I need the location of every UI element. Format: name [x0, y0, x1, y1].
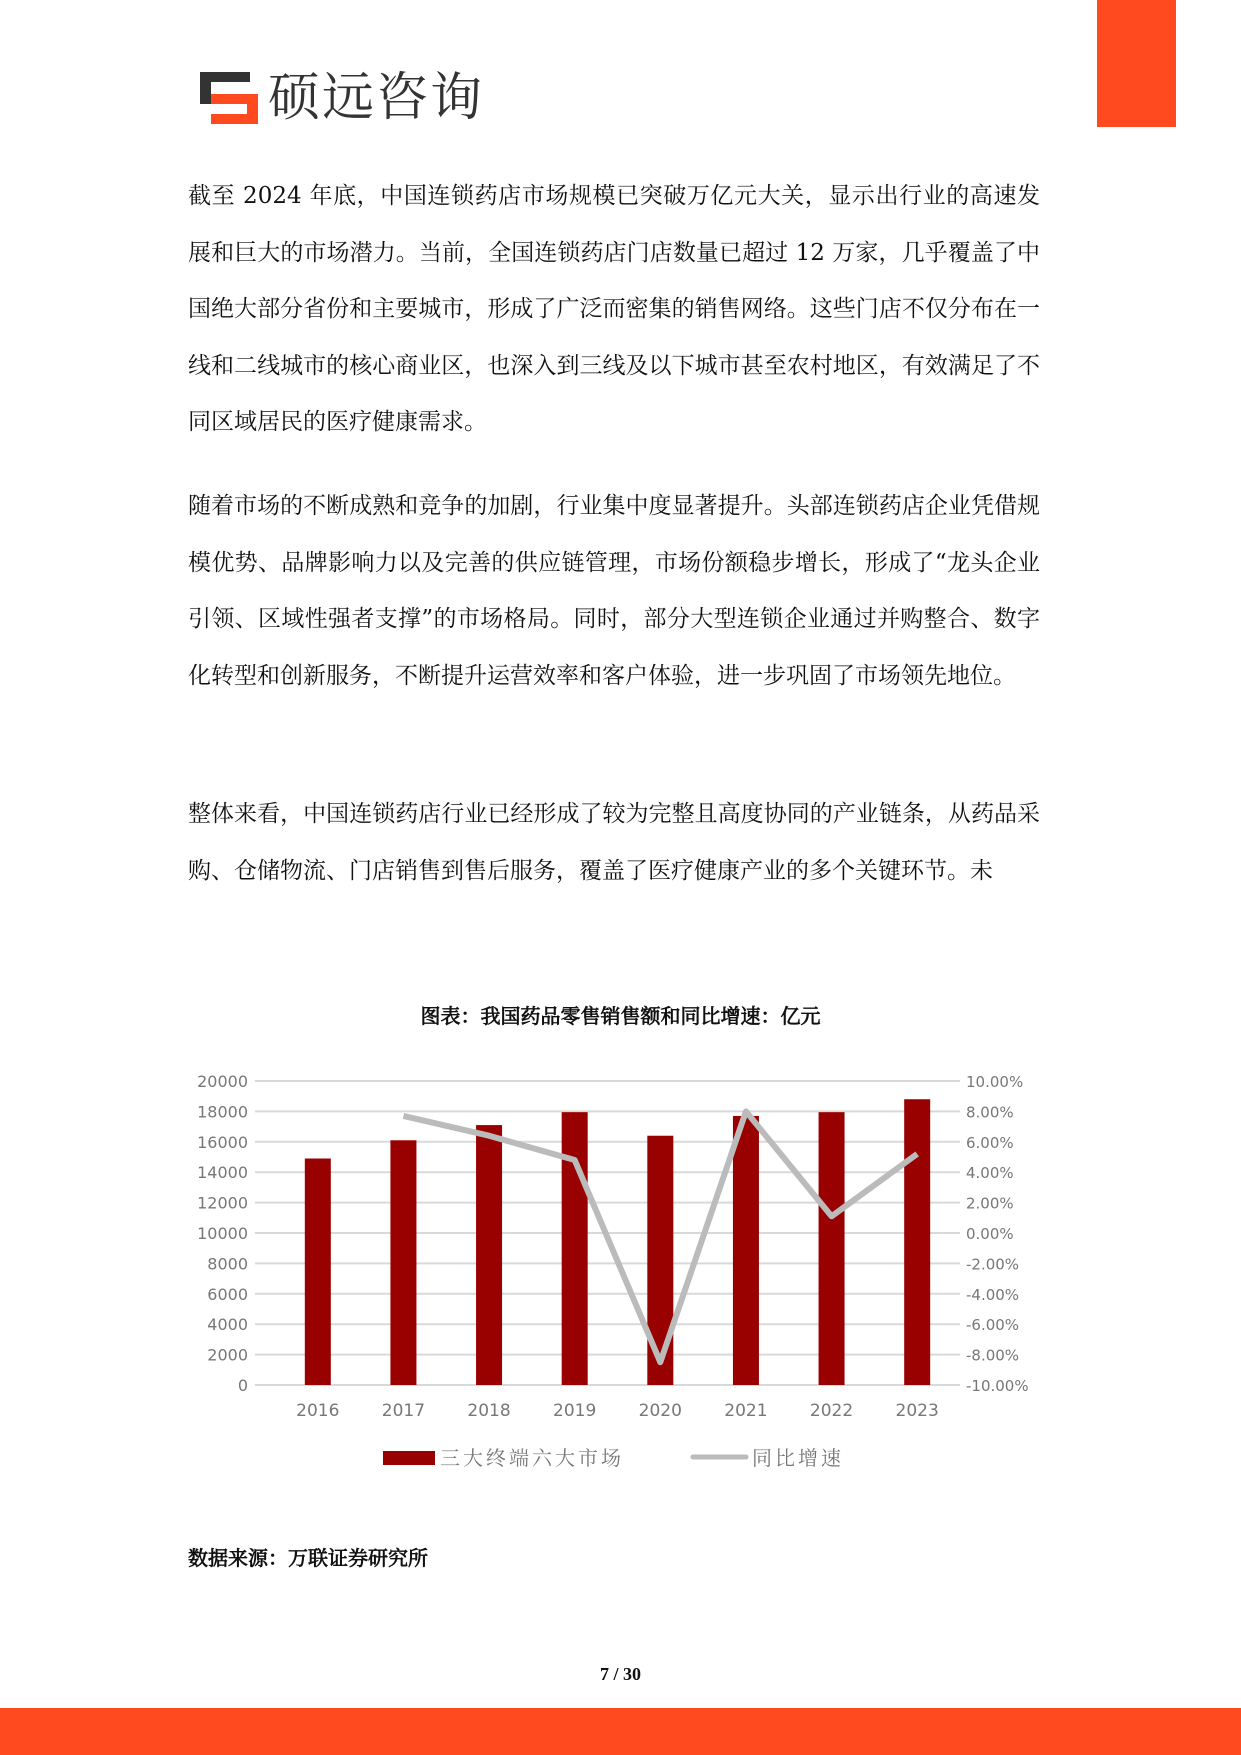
legend-label: 三大终端六大市场: [440, 1446, 624, 1470]
right-axis-tick: 10.00%: [966, 1073, 1024, 1091]
left-axis-tick: 14000: [197, 1163, 248, 1183]
right-axis-tick: -4.00%: [966, 1285, 1020, 1304]
bar: [819, 1112, 845, 1385]
left-axis-tick: 16000: [197, 1132, 248, 1152]
left-axis-tick: 12000: [197, 1193, 248, 1213]
bar: [904, 1099, 930, 1385]
x-axis-tick: 2022: [809, 1401, 854, 1421]
chart-legend: [383, 1446, 844, 1470]
left-axis-tick: 18000: [197, 1102, 248, 1122]
left-axis-tick: 6000: [207, 1284, 248, 1304]
data-source: 数据来源：万联证券研究所: [188, 1546, 428, 1570]
paragraph-3: 整体来看，中国连锁药店行业已经形成了较为完整且高度协同的产业链条，从药品采购、仓储物流、门店销售到售后服务，覆盖了医疗健康产业的多个关键环节。未: [188, 801, 1040, 884]
corner-accent-block: [1097, 0, 1176, 127]
left-axis-tick: 10000: [197, 1224, 248, 1243]
bar: [390, 1140, 416, 1385]
right-axis-tick: 8.00%: [966, 1103, 1014, 1122]
legend-bar-swatch-icon: [383, 1451, 435, 1465]
bar: [305, 1159, 331, 1385]
x-axis-tick: 2023: [895, 1401, 939, 1421]
right-axis-tick: -10.00%: [966, 1377, 1029, 1395]
logo: [200, 68, 484, 128]
left-axis-tick: 0: [237, 1376, 248, 1395]
bar: [562, 1112, 588, 1385]
chart-title: 图表：我国药品零售销售额和同比增速：亿元: [420, 1004, 821, 1028]
x-axis-tick: 2019: [553, 1401, 597, 1421]
left-axis-tick: 8000: [207, 1254, 248, 1274]
right-axis-tick: -6.00%: [966, 1316, 1020, 1335]
right-axis-tick: 4.00%: [966, 1164, 1014, 1183]
left-axis-tick: 20000: [197, 1072, 248, 1091]
chart: [180, 1060, 1060, 1480]
legend-label: 同比增速: [752, 1446, 844, 1470]
logo-mark-icon: [200, 72, 258, 124]
page-number: 7 / 30: [599, 1664, 641, 1684]
paragraph-1: 截至 2024 年底，中国连锁药店市场规模已突破万亿元大关，显示出行业的高速发展和巨大的市场潜力。当前，全国连锁药店门店数量已超过 12 万家，几乎覆盖了中国绝大部分省份和主要城市，形成了广泛而密集的销售网络。这些门店不仅分布在一线和二线城市的核心商业区，也深入到三线及以下城市甚至农村地区，有效满足了不同区域居民的医疗健康需求。: [188, 183, 1040, 435]
right-axis-tick: 6.00%: [966, 1133, 1014, 1152]
paragraph-2: 随着市场的不断成熟和竞争的加剧，行业集中度显著提升。头部连锁药店企业凭借规模优势、品牌影响力以及完善的供应链管理，市场份额稳步增长，形成了“龙头企业引领、区域性强者支撑”的市场格局。同时，部分大型连锁企业通过并购整合、数字化转型和创新服务，不断提升运营效率和客户体验，进一步巩固了市场领先地位。: [188, 493, 1040, 689]
x-axis-tick: 2017: [381, 1401, 426, 1421]
x-axis-tick: 2018: [467, 1401, 511, 1421]
right-axis-tick: 0.00%: [966, 1225, 1014, 1243]
logo-text: 硕远咨询: [268, 68, 485, 128]
left-axis-tick: 4000: [207, 1315, 248, 1335]
footer-accent-bar: [0, 1708, 1241, 1755]
x-axis-tick: 2021: [724, 1401, 768, 1421]
left-axis-tick: 2000: [207, 1345, 248, 1365]
right-axis-tick: 2.00%: [966, 1194, 1014, 1213]
x-axis-tick: 2020: [638, 1401, 682, 1421]
combo-chart: [180, 1060, 1060, 1480]
right-axis-tick: -2.00%: [966, 1255, 1020, 1274]
bar: [476, 1125, 502, 1385]
x-axis-tick: 2016: [296, 1401, 340, 1421]
right-axis-tick: -8.00%: [966, 1346, 1020, 1365]
bar: [733, 1116, 759, 1385]
